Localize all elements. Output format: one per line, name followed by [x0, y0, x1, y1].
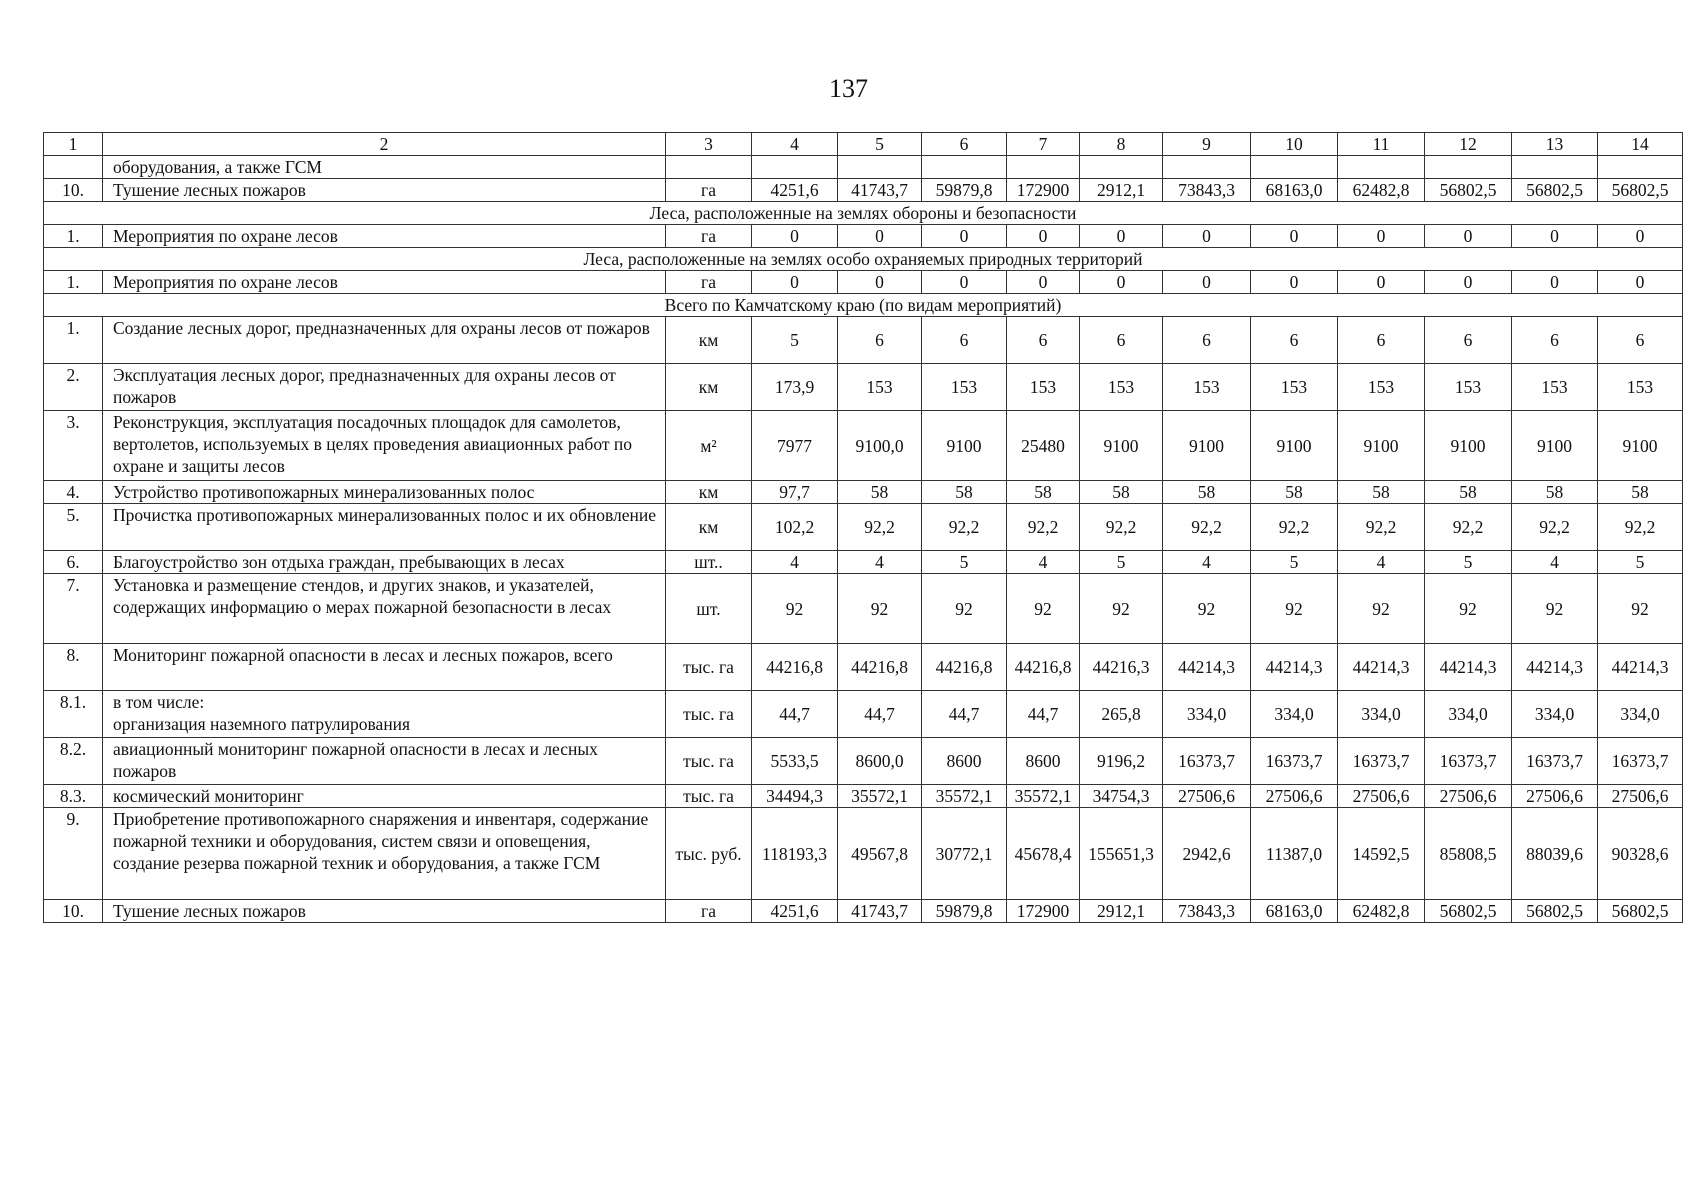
row-number: 1.	[44, 225, 103, 248]
row-value: 9100	[922, 411, 1007, 481]
row-value: 44,7	[1007, 691, 1080, 738]
row-value: 49567,8	[838, 808, 922, 900]
table-row	[44, 225, 1683, 248]
row-value: 44216,8	[752, 644, 838, 691]
row-value: 68163,0	[1251, 179, 1338, 202]
row-value: 27506,6	[1251, 785, 1338, 808]
row-value: 9100,0	[838, 411, 922, 481]
row-value: 44216,8	[922, 644, 1007, 691]
row-value: 9100	[1598, 411, 1683, 481]
row-value: 4	[1338, 551, 1425, 574]
row-value: 41743,7	[838, 179, 922, 202]
activities-table	[43, 132, 1683, 923]
table-row	[44, 644, 1683, 691]
row-value: 6	[922, 317, 1007, 364]
row-value: 27506,6	[1598, 785, 1683, 808]
row-value: 334,0	[1425, 691, 1512, 738]
row-value: 44214,3	[1512, 644, 1598, 691]
row-value: 92,2	[1598, 504, 1683, 551]
row-value: 2942,6	[1163, 808, 1251, 900]
column-number-header: 12	[1425, 133, 1512, 156]
row-number: 9.	[44, 808, 103, 900]
row-value: 4	[752, 551, 838, 574]
row-value: 44214,3	[1598, 644, 1683, 691]
row-number: 10.	[44, 179, 103, 202]
row-value: 0	[1338, 225, 1425, 248]
row-value: 334,0	[1598, 691, 1683, 738]
row-value: 0	[1007, 225, 1080, 248]
row-value: 27506,6	[1425, 785, 1512, 808]
row-value: 2912,1	[1080, 900, 1163, 923]
row-value: 0	[1080, 271, 1163, 294]
row-value: 0	[1251, 271, 1338, 294]
section-title: Леса, расположенные на землях особо охраняемых природных территорий	[44, 248, 1683, 271]
row-value: 9100	[1080, 411, 1163, 481]
row-value: 58	[838, 481, 922, 504]
row-value: 4	[1512, 551, 1598, 574]
table-row	[44, 900, 1683, 923]
row-value: 35572,1	[922, 785, 1007, 808]
column-number-header: 2	[103, 133, 666, 156]
column-number-header: 4	[752, 133, 838, 156]
row-value: 56802,5	[1598, 179, 1683, 202]
row-value: 44216,8	[838, 644, 922, 691]
table-row	[44, 317, 1683, 364]
row-name: Мероприятия по охране лесов	[103, 225, 666, 248]
row-unit: га	[666, 900, 752, 923]
row-unit: шт..	[666, 551, 752, 574]
row-value: 153	[838, 364, 922, 411]
row-value: 153	[1512, 364, 1598, 411]
row-value: 334,0	[1338, 691, 1425, 738]
column-number-header: 1	[44, 133, 103, 156]
row-value: 9100	[1251, 411, 1338, 481]
section-header-row	[44, 248, 1683, 271]
row-number: 3.	[44, 411, 103, 481]
row-name: космический мониторинг	[103, 785, 666, 808]
row-value: 92	[1163, 574, 1251, 644]
row-value: 5	[752, 317, 838, 364]
table-row	[44, 271, 1683, 294]
row-value: 44214,3	[1338, 644, 1425, 691]
row-value: 172900	[1007, 900, 1080, 923]
row-number: 8.3.	[44, 785, 103, 808]
row-value: 6	[838, 317, 922, 364]
row-value-empty	[1007, 156, 1080, 179]
column-number-header: 9	[1163, 133, 1251, 156]
row-value: 27506,6	[1163, 785, 1251, 808]
row-value: 153	[1425, 364, 1512, 411]
row-name: в том числе: организация наземного патрулирования	[103, 691, 666, 738]
row-name: Благоустройство зон отдыха граждан, пребывающих в лесах	[103, 551, 666, 574]
row-value: 0	[1251, 225, 1338, 248]
continuation-row	[44, 156, 1683, 179]
row-value: 0	[1425, 225, 1512, 248]
row-number: 10.	[44, 900, 103, 923]
row-unit: тыс. руб.	[666, 808, 752, 900]
table-row	[44, 574, 1683, 644]
row-value: 92,2	[1080, 504, 1163, 551]
row-value: 92	[1598, 574, 1683, 644]
column-number-header: 13	[1512, 133, 1598, 156]
row-value: 7977	[752, 411, 838, 481]
row-value: 0	[752, 271, 838, 294]
row-value: 92	[1425, 574, 1512, 644]
row-value: 5533,5	[752, 738, 838, 785]
row-number: 4.	[44, 481, 103, 504]
row-value: 85808,5	[1425, 808, 1512, 900]
table-row	[44, 738, 1683, 785]
row-value: 9100	[1338, 411, 1425, 481]
row-name: оборудования, а также ГСМ	[103, 156, 666, 179]
section-header-row	[44, 294, 1683, 317]
row-value: 4	[1007, 551, 1080, 574]
row-value-empty	[752, 156, 838, 179]
row-value: 5	[1598, 551, 1683, 574]
row-value: 58	[1007, 481, 1080, 504]
row-name: Создание лесных дорог, предназначенных для охраны лесов от пожаров	[103, 317, 666, 364]
row-value: 27506,6	[1512, 785, 1598, 808]
row-value: 92	[1338, 574, 1425, 644]
row-number: 1.	[44, 271, 103, 294]
row-value: 56802,5	[1512, 179, 1598, 202]
row-value: 153	[1163, 364, 1251, 411]
row-value: 0	[1007, 271, 1080, 294]
row-value: 44,7	[752, 691, 838, 738]
row-value-empty	[922, 156, 1007, 179]
row-value: 56802,5	[1598, 900, 1683, 923]
row-value: 92,2	[1425, 504, 1512, 551]
row-value: 58	[1338, 481, 1425, 504]
table-row	[44, 808, 1683, 900]
row-value: 62482,8	[1338, 179, 1425, 202]
row-value: 6	[1080, 317, 1163, 364]
row-value: 334,0	[1512, 691, 1598, 738]
row-number: 8.2.	[44, 738, 103, 785]
row-value: 0	[838, 271, 922, 294]
row-value: 35572,1	[1007, 785, 1080, 808]
row-unit: тыс. га	[666, 738, 752, 785]
row-unit: тыс. га	[666, 691, 752, 738]
row-value: 16373,7	[1598, 738, 1683, 785]
row-value-empty	[1251, 156, 1338, 179]
row-value: 97,7	[752, 481, 838, 504]
column-number-header: 6	[922, 133, 1007, 156]
row-value: 58	[1425, 481, 1512, 504]
row-unit: га	[666, 271, 752, 294]
row-name: Тушение лесных пожаров	[103, 179, 666, 202]
row-value: 5	[1251, 551, 1338, 574]
row-value: 9196,2	[1080, 738, 1163, 785]
row-value: 45678,4	[1007, 808, 1080, 900]
row-value: 92	[1080, 574, 1163, 644]
row-value: 0	[1163, 271, 1251, 294]
row-value: 0	[1512, 225, 1598, 248]
row-number: 6.	[44, 551, 103, 574]
row-value-empty	[666, 156, 752, 179]
row-value: 27506,6	[1338, 785, 1425, 808]
row-value: 0	[1425, 271, 1512, 294]
row-unit: км	[666, 364, 752, 411]
row-value: 8600,0	[838, 738, 922, 785]
table-row	[44, 411, 1683, 481]
row-value: 5	[922, 551, 1007, 574]
row-value: 5	[1080, 551, 1163, 574]
row-value: 92	[1251, 574, 1338, 644]
row-value: 92,2	[1163, 504, 1251, 551]
table-row	[44, 179, 1683, 202]
row-unit: км	[666, 481, 752, 504]
row-unit: га	[666, 179, 752, 202]
row-number: 7.	[44, 574, 103, 644]
row-value: 92	[922, 574, 1007, 644]
row-name: Эксплуатация лесных дорог, предназначенных для охраны лесов от пожаров	[103, 364, 666, 411]
column-number-row	[44, 133, 1683, 156]
row-number: 1.	[44, 317, 103, 364]
row-value: 16373,7	[1163, 738, 1251, 785]
row-value: 4	[1163, 551, 1251, 574]
row-value: 155651,3	[1080, 808, 1163, 900]
row-unit: га	[666, 225, 752, 248]
row-value: 9100	[1512, 411, 1598, 481]
page-number: 137	[829, 74, 868, 103]
row-value: 5	[1425, 551, 1512, 574]
row-value: 4251,6	[752, 179, 838, 202]
row-value-empty	[1425, 156, 1512, 179]
column-number-header: 3	[666, 133, 752, 156]
row-value: 8600	[1007, 738, 1080, 785]
row-value: 62482,8	[1338, 900, 1425, 923]
row-name: Установка и размещение стендов, и других знаков, и указателей, содержащих информацию о мерах пожарной безопасности в лесах	[103, 574, 666, 644]
row-value: 0	[1163, 225, 1251, 248]
row-value: 4251,6	[752, 900, 838, 923]
row-value: 92,2	[1512, 504, 1598, 551]
row-value: 11387,0	[1251, 808, 1338, 900]
row-value: 6	[1163, 317, 1251, 364]
row-value: 73843,3	[1163, 179, 1251, 202]
column-number-header: 7	[1007, 133, 1080, 156]
row-value: 16373,7	[1338, 738, 1425, 785]
row-name: Приобретение противопожарного снаряжения и инвентаря, содержание пожарной техники и оборудования, систем связи и оповещения, создание резерва пожарной техник и оборудования, а также ГСМ	[103, 808, 666, 900]
row-value: 44,7	[838, 691, 922, 738]
table-row	[44, 364, 1683, 411]
row-value: 56802,5	[1425, 179, 1512, 202]
table-row	[44, 481, 1683, 504]
table-row	[44, 785, 1683, 808]
row-value: 8600	[922, 738, 1007, 785]
row-value: 92,2	[1251, 504, 1338, 551]
row-value: 58	[922, 481, 1007, 504]
row-value: 30772,1	[922, 808, 1007, 900]
row-value: 92	[1007, 574, 1080, 644]
row-value: 2912,1	[1080, 179, 1163, 202]
row-value: 56802,5	[1425, 900, 1512, 923]
row-value: 102,2	[752, 504, 838, 551]
row-name: Реконструкция, эксплуатация посадочных площадок для самолетов, вертолетов, используемых в целях проведения авиационных работ по охране и защиты лесов	[103, 411, 666, 481]
row-value: 16373,7	[1512, 738, 1598, 785]
row-number: 2.	[44, 364, 103, 411]
row-value: 58	[1163, 481, 1251, 504]
row-value: 44,7	[922, 691, 1007, 738]
row-number	[44, 156, 103, 179]
row-value: 34754,3	[1080, 785, 1163, 808]
row-name: Мероприятия по охране лесов	[103, 271, 666, 294]
row-value: 58	[1598, 481, 1683, 504]
row-unit: шт.	[666, 574, 752, 644]
row-number: 8.1.	[44, 691, 103, 738]
row-unit: тыс. га	[666, 644, 752, 691]
row-value: 0	[752, 225, 838, 248]
row-number: 8.	[44, 644, 103, 691]
row-value: 68163,0	[1251, 900, 1338, 923]
row-value: 9100	[1163, 411, 1251, 481]
row-value: 0	[922, 271, 1007, 294]
row-value: 35572,1	[838, 785, 922, 808]
row-value: 6	[1598, 317, 1683, 364]
row-unit: км	[666, 504, 752, 551]
row-value: 334,0	[1251, 691, 1338, 738]
row-value: 0	[1512, 271, 1598, 294]
row-name: Тушение лесных пожаров	[103, 900, 666, 923]
row-unit: м²	[666, 411, 752, 481]
row-value-empty	[1080, 156, 1163, 179]
row-value: 0	[922, 225, 1007, 248]
row-number: 5.	[44, 504, 103, 551]
row-value: 92	[752, 574, 838, 644]
column-number-header: 14	[1598, 133, 1683, 156]
row-value-empty	[838, 156, 922, 179]
row-value: 0	[1080, 225, 1163, 248]
row-value: 6	[1251, 317, 1338, 364]
row-value: 265,8	[1080, 691, 1163, 738]
row-value: 44216,3	[1080, 644, 1163, 691]
row-value: 16373,7	[1251, 738, 1338, 785]
row-value: 44216,8	[1007, 644, 1080, 691]
row-value: 58	[1251, 481, 1338, 504]
row-value: 14592,5	[1338, 808, 1425, 900]
row-value: 0	[1338, 271, 1425, 294]
row-value: 59879,8	[922, 900, 1007, 923]
row-value: 0	[1598, 225, 1683, 248]
row-value: 6	[1425, 317, 1512, 364]
row-unit: тыс. га	[666, 785, 752, 808]
row-value-empty	[1598, 156, 1683, 179]
table-row	[44, 551, 1683, 574]
column-number-header: 10	[1251, 133, 1338, 156]
row-value: 92,2	[922, 504, 1007, 551]
column-number-header: 8	[1080, 133, 1163, 156]
row-value: 34494,3	[752, 785, 838, 808]
table-row	[44, 691, 1683, 738]
row-value: 153	[1251, 364, 1338, 411]
row-value: 16373,7	[1425, 738, 1512, 785]
row-value: 153	[1080, 364, 1163, 411]
row-name: Прочистка противопожарных минерализованных полос и их обновление	[103, 504, 666, 551]
row-value: 92,2	[838, 504, 922, 551]
column-number-header: 11	[1338, 133, 1425, 156]
row-value: 0	[1598, 271, 1683, 294]
row-value: 88039,6	[1512, 808, 1598, 900]
row-name: Устройство противопожарных минерализованных полос	[103, 481, 666, 504]
section-header-row	[44, 202, 1683, 225]
section-title: Всего по Камчатскому краю (по видам мероприятий)	[44, 294, 1683, 317]
row-value: 4	[838, 551, 922, 574]
row-value: 92,2	[1338, 504, 1425, 551]
row-value: 56802,5	[1512, 900, 1598, 923]
row-value: 73843,3	[1163, 900, 1251, 923]
row-value: 6	[1007, 317, 1080, 364]
row-value: 58	[1512, 481, 1598, 504]
row-value: 44214,3	[1425, 644, 1512, 691]
row-value: 41743,7	[838, 900, 922, 923]
row-value-empty	[1512, 156, 1598, 179]
row-value: 44214,3	[1251, 644, 1338, 691]
row-value: 92	[1512, 574, 1598, 644]
row-value: 172900	[1007, 179, 1080, 202]
column-number-header: 5	[838, 133, 922, 156]
section-title: Леса, расположенные на землях обороны и безопасности	[44, 202, 1683, 225]
row-value: 173,9	[752, 364, 838, 411]
row-value: 153	[1007, 364, 1080, 411]
row-value: 6	[1512, 317, 1598, 364]
row-value: 118193,3	[752, 808, 838, 900]
row-value: 58	[1080, 481, 1163, 504]
row-value: 92	[838, 574, 922, 644]
row-value: 90328,6	[1598, 808, 1683, 900]
row-value: 153	[1338, 364, 1425, 411]
row-value: 59879,8	[922, 179, 1007, 202]
row-name: авиационный мониторинг пожарной опасности в лесах и лесных пожаров	[103, 738, 666, 785]
row-value: 6	[1338, 317, 1425, 364]
table-row	[44, 504, 1683, 551]
row-value: 92,2	[1007, 504, 1080, 551]
row-name: Мониторинг пожарной опасности в лесах и лесных пожаров, всего	[103, 644, 666, 691]
row-value-empty	[1163, 156, 1251, 179]
row-value: 0	[838, 225, 922, 248]
table-body	[44, 133, 1683, 923]
row-value: 44214,3	[1163, 644, 1251, 691]
row-value: 334,0	[1163, 691, 1251, 738]
row-value: 9100	[1425, 411, 1512, 481]
row-unit: км	[666, 317, 752, 364]
row-value: 153	[1598, 364, 1683, 411]
row-value: 153	[922, 364, 1007, 411]
row-value: 25480	[1007, 411, 1080, 481]
row-value-empty	[1338, 156, 1425, 179]
